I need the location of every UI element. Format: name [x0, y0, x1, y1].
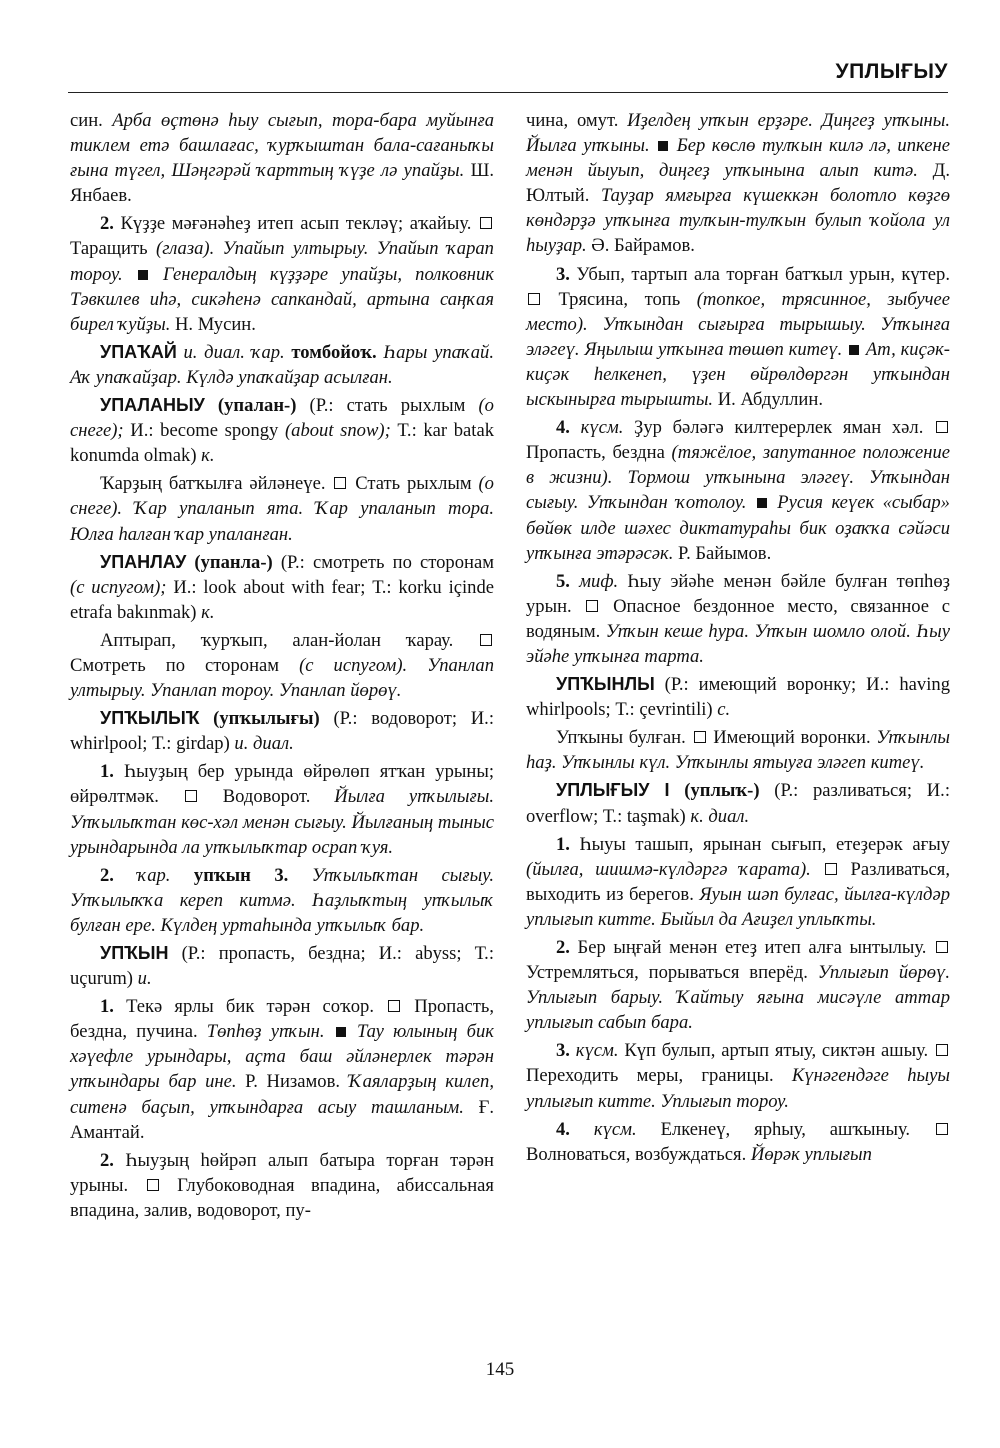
definition-text: И.: become spongy: [123, 420, 285, 442]
open-square-icon: [480, 217, 492, 229]
definition-text: [199, 708, 213, 729]
example-text: Тормош упҡынына эләгеү. Упҡындан сығыу. Упҡындан ҡотолоу.: [526, 467, 951, 514]
definition-text: Елкенеү, ярһыу, ашҡыныу.: [636, 1118, 934, 1140]
definition-text: Бер ыңғай менән етеҙ итеп алға ынтылыу.: [569, 937, 934, 958]
definition-text: 3.: [556, 263, 570, 285]
left-column: [70, 108, 494, 1226]
example-text: и.: [137, 968, 152, 990]
headword: УПАҠАЙ: [100, 341, 177, 362]
open-square-icon: [388, 1000, 400, 1012]
open-square-icon: [936, 421, 948, 433]
definition-text: (упанла-): [194, 551, 273, 573]
headword: УПАЛАНЫУ: [100, 395, 205, 416]
example-text: ҡар.: [137, 864, 171, 886]
example-text: Упанлап ултырыу. Упанлап тороу. Упанлап йөрөү.: [70, 654, 495, 702]
definition-text: Р. Байымов.: [673, 542, 772, 564]
headword: УПҠЫНЛЫ: [556, 674, 655, 695]
definition-text: Күҙҙе мәғәнәһеҙ итеп асып текләү; аҡайыу.: [113, 213, 478, 235]
open-square-icon: [334, 477, 346, 489]
definition-text: Ҡарҙың батҡылға әйләнеүе.: [100, 473, 333, 495]
open-square-icon: [480, 634, 492, 646]
example-text: (тяжёлое, запутанное положение в жизни).: [526, 442, 950, 489]
definition-text: упҡын 3.: [193, 864, 289, 886]
running-head-word: УПЛЫҒЫУ: [835, 60, 948, 83]
example-text: Генералдың күҙҙәре упайҙы, полковник Тәвкилев иһә, сикәһенә сапкандай, артына саңҡая бирел ҡуйҙы.: [70, 263, 494, 335]
definition-text: Водоворот.: [198, 786, 335, 808]
example-text: Упҡындан сығырға тырышыу. Упҡынға эләгеү. Яңылыш упҡынға төшөп китеү.: [526, 313, 950, 360]
definition-text: Упҡыны булған.: [556, 727, 692, 749]
example-text: Русия кеүек «сыбар» бөйөк илде шәхес диктатураһы бик оҙаҡҡа сәйәси упҡынға этәрәсәк.: [526, 492, 950, 564]
definition-text: Р. Низамов.: [236, 1071, 349, 1093]
example-text: Упҡынлы һаҙ. Упҡынлы күл. Упҡынлы ятыуға эләгеп китеү.: [526, 727, 950, 774]
definition-text: Смотреть по сторонам: [70, 654, 300, 676]
entry-paragraph: [70, 863, 494, 938]
definition-text: 2.: [100, 1149, 114, 1171]
definition-text: 1.: [556, 833, 570, 855]
definition-text: чина, омут.: [526, 110, 628, 131]
entry-paragraph: [526, 725, 950, 775]
definition-text: 2.: [100, 213, 114, 235]
definition-text: Убып, тартып ала торған батҡыл урын, күтер.: [569, 263, 950, 285]
definition-text: (Р.: стать рыхлым: [296, 395, 479, 417]
definition-text: Ҙур бәләгә килтерерлек яман хәл.: [623, 417, 934, 439]
definition-text: [205, 395, 218, 416]
definition-text: [570, 1119, 594, 1140]
definition-text: 3.: [556, 1040, 570, 1062]
example-text: Иҙелдең упҡын ерҙәре. Диңгеҙ упҡыны. Йылға упҡыны.: [526, 110, 950, 157]
example-text: Упҡылыҡтан сығыу. Упҡылыҡҡа кереп китмә. Һаҙлыҡтың упҡылыҡ булған ере. Күлдең уртаһында упҡылыҡ бар.: [70, 864, 494, 936]
definition-text: 5.: [556, 570, 570, 592]
entry-paragraph: [70, 550, 494, 625]
example-text: (о снеге).: [70, 473, 494, 520]
definition-text: (упалан-): [217, 395, 297, 417]
example-text: Ҡар упаланып ята. Ҡар упаланып тора. Юлға һалған ҡар упаланған.: [70, 498, 494, 545]
entry-paragraph: [526, 672, 950, 722]
example-text: Упайып ултырыу. Упайып ҡарап тороу.: [70, 238, 494, 285]
definition-text: И.: look about with fear; Т.: korku içinde etrafa bakınmak): [70, 576, 494, 623]
example-text: и. диал.: [234, 733, 294, 755]
entry-paragraph: [526, 832, 950, 932]
example-text: (топкое, трясинное, зыбучее место).: [526, 288, 950, 335]
definition-text: Разливаться, выходить из берегов.: [526, 858, 951, 905]
filled-square-icon: [658, 141, 668, 151]
definition-text: 4.: [556, 1118, 570, 1140]
definition-text: [214, 238, 222, 259]
example-text: Упҡын кеше һура. Упҡын шомло олой. Һыу эйәһе упҡынға тарта.: [526, 620, 950, 667]
definition-text: Һыу эйәһе менән бәйле булған төпһөҙ урын.: [526, 570, 950, 617]
entry-paragraph: [526, 778, 950, 828]
entry-paragraph: [70, 211, 494, 336]
example-text: с.: [717, 699, 731, 721]
definition-text: 1.: [100, 996, 114, 1018]
definition-text: [746, 492, 754, 513]
definition-text: Волноваться, возбуждаться.: [526, 1143, 751, 1165]
definition-text: Аптырап, ҡурҡып, алан-йолан ҡарау.: [100, 629, 478, 651]
definition-text: Н. Мусин.: [170, 313, 256, 335]
definition-text: Ғ. Амантай.: [70, 1096, 494, 1143]
definition-text: 2.: [556, 937, 570, 958]
entry-paragraph: [70, 941, 494, 991]
definition-text: Күп булып, артып ятыу, сиктән ашыу.: [618, 1040, 934, 1062]
example-text: (глаза).: [156, 238, 215, 260]
definition-text: И. Абдуллин.: [713, 389, 823, 411]
example-text: Тауҙар ямғырға күшеккән болотло көҙгө көндәрҙә упҡынға тулҡын-тулҡын булып ҡойола ул һыуҙар.: [526, 185, 950, 257]
definition-text: 1.: [100, 761, 114, 783]
definition-text: [114, 865, 137, 886]
example-text: миф.: [579, 570, 619, 592]
definition-text: (уплыҡ-): [684, 780, 760, 802]
entry-paragraph: [70, 994, 494, 1145]
definition-text: [842, 339, 847, 360]
running-header: [68, 52, 948, 93]
example-text: Уплығып йөрөү. Уплығып барыу. Ҡайтыу яғына мисәүле аттар уплығып сабып бара.: [526, 962, 950, 1034]
definition-text: (Р.: разливаться; И.: overflow; Т.: taşmak): [526, 780, 950, 827]
definition-text: (Р.: пропасть, бездна; И.: abyss; Т.: uçurum): [70, 943, 494, 990]
open-square-icon: [936, 1044, 948, 1056]
definition-text: Таращить: [70, 238, 156, 260]
definition-text: Т.: kar batak konumda olmak): [70, 420, 495, 467]
example-text: (about snow);: [284, 420, 391, 442]
entry-paragraph: [526, 415, 950, 566]
example-text: Бер көслө тулҡын килә лә, ипкене менән йыуып, диңгеҙ упҡынына алып китә.: [526, 135, 950, 182]
entry-paragraph: [526, 935, 950, 1035]
definition-text: Глубоководная впадина, абиссальная впадина, залив, водоворот, пу-: [70, 1174, 494, 1221]
definition-text: [150, 264, 163, 285]
entry-paragraph: [526, 1117, 950, 1167]
definition-text: [122, 498, 134, 519]
definition-text: [570, 571, 579, 592]
open-square-icon: [936, 1123, 948, 1135]
headword: УПЛЫҒЫУ I: [556, 780, 670, 801]
definition-text: Устремляться, порываться вперёд.: [526, 962, 818, 984]
entry-paragraph: [526, 569, 950, 669]
entry-paragraph: [526, 1038, 950, 1113]
definition-text: Пропасть, бездна, пучина.: [70, 996, 494, 1043]
headword: УПҠЫН: [100, 943, 169, 963]
example-text: (с испугом).: [299, 654, 408, 676]
definition-text: [325, 1021, 334, 1042]
definition-text: [650, 135, 657, 156]
filled-square-icon: [336, 1027, 346, 1037]
definition-text: (Р.: имеющий воронку; И.: having whirlpools; Т.: çevrintili): [526, 674, 950, 721]
example-text: Яуын шәп булғас, йылға-күлдәр уплығып китте. Быйыл да Ағиҙел уплыҡты.: [526, 883, 950, 930]
example-text: Төпһөҙ упҡын.: [206, 1021, 325, 1043]
entry-paragraph: [70, 1148, 494, 1223]
definition-text: Текә ярлы бик тәрән соҡор.: [113, 996, 387, 1018]
example-text: к. диал.: [690, 805, 750, 827]
definition-text: [588, 314, 603, 335]
entry-paragraph: [70, 759, 494, 859]
definition-text: син.: [70, 110, 113, 131]
example-text: Йылға упҡылығы. Упҡылыҡтан көс-хәл менән сығыу. Йылғаның тыныс урындарында ла упҡылыҡтар осрап ҡуя.: [70, 786, 494, 858]
example-text: Ат, киҫәк-киҫәк һелкенеп, үҙен өйрөлдөргән упҡындан ыскынырға тырышты.: [526, 338, 950, 411]
definition-text: [123, 264, 136, 285]
example-text: (с испугом);: [70, 576, 167, 598]
open-square-icon: [936, 941, 948, 953]
definition-text: (Р.: водоворот; И.: whirlpool; Т.: girdap): [70, 708, 494, 755]
definition-text: [769, 492, 777, 513]
example-text: күсм.: [575, 1040, 619, 1062]
definition-text: 2.: [100, 864, 114, 886]
entry-paragraph: [70, 706, 494, 756]
definition-text: (Р.: смотреть по сторонам: [272, 551, 494, 573]
example-text: Күнәгендәге һыуы уплығып китте. Уплығып тороу.: [526, 1065, 950, 1112]
definition-text: [288, 865, 311, 886]
definition-text: [570, 417, 581, 438]
entry-paragraph: [70, 108, 494, 208]
definition-text: Ш. Янбаев.: [70, 160, 494, 207]
entry-paragraph: [526, 108, 950, 259]
definition-text: Ә. Байрамов.: [586, 235, 695, 257]
definition-text: 4.: [556, 417, 570, 439]
example-text: к.: [201, 445, 215, 467]
definition-text: [348, 1021, 357, 1042]
example-text: күсм.: [593, 1118, 637, 1140]
example-text: Ҡаяларҙың килеп, ситенә баҫып, упҡындарға асыу ташланым.: [70, 1071, 494, 1118]
open-square-icon: [528, 293, 540, 305]
example-text: күсм.: [580, 417, 624, 439]
open-square-icon: [586, 600, 598, 612]
headword: УПАНЛАУ: [100, 551, 187, 572]
example-text: (о снеге);: [70, 395, 494, 442]
example-text: и. диал. ҡар.: [183, 341, 285, 363]
page-number: 145: [485, 1359, 515, 1380]
definition-text: Һыуҙың бер урында өйрөлөп ятҡан урыны; өйрөлтмәк.: [70, 761, 494, 808]
filled-square-icon: [138, 270, 148, 280]
open-square-icon: [825, 863, 837, 875]
definition-text: [170, 865, 193, 886]
definition-text: (упҡылығы): [213, 708, 320, 730]
definition-text: Һыуы ташып, ярынан сығып, етеҙерәк ағыу: [569, 833, 950, 855]
example-text: к.: [201, 601, 215, 623]
definition-text: Һыуҙың һөйрәп алып батыра торған тәрән урыны.: [70, 1149, 494, 1196]
open-square-icon: [185, 790, 197, 802]
definition-text: [670, 780, 685, 801]
right-column: [526, 108, 950, 1170]
definition-text: Стать рыхлым: [348, 473, 479, 495]
example-text: Һары упаҡай. Аҡ упаҡайҙар. Күлдә упаҡайҙар асылған.: [70, 341, 494, 388]
entry-paragraph: [70, 340, 494, 390]
example-text: (йылға, шишмә-күлдәргә ҡарата).: [526, 858, 811, 880]
example-text: Тау юлының бик хәүефле урындары, аҫта баш әйләнерлек тәрән упҡындары бар ине.: [70, 1021, 494, 1093]
definition-text: [811, 859, 823, 880]
definition-text: Опасное бездонное место, связанное с водяным.: [526, 595, 950, 642]
definition-text: [612, 467, 627, 488]
definition-text: [407, 655, 427, 676]
definition-text: Д. Юлтый.: [526, 160, 950, 207]
entry-paragraph: [70, 471, 494, 546]
entry-paragraph: [526, 262, 950, 413]
headword: УПҠЫЛЫҠ: [100, 708, 200, 729]
definition-text: Переходить меры, границы.: [526, 1065, 792, 1087]
example-text: Арба өҫтөнә һыу сығып, тора-бара муйынға тиклем етә башлағас, ҡурҡыштан бала-сағаныҡы ғына түгел, Шәңгәрәй ҡарттың ҡүҙе лә упайҙы.: [70, 110, 494, 182]
filled-square-icon: [757, 498, 767, 508]
open-square-icon: [147, 1179, 159, 1191]
definition-text: Имеющий воронки.: [707, 727, 877, 749]
definition-text: [177, 342, 184, 363]
filled-square-icon: [849, 345, 859, 355]
example-text: Йөрәк уплығып: [750, 1143, 872, 1165]
definition-text: Пропасть, бездна: [526, 442, 672, 464]
definition-text: томбойоҡ.: [291, 341, 377, 363]
entry-paragraph: [70, 628, 494, 703]
open-square-icon: [694, 731, 706, 743]
entry-paragraph: [70, 393, 494, 468]
definition-text: Трясина, топь: [542, 288, 697, 310]
